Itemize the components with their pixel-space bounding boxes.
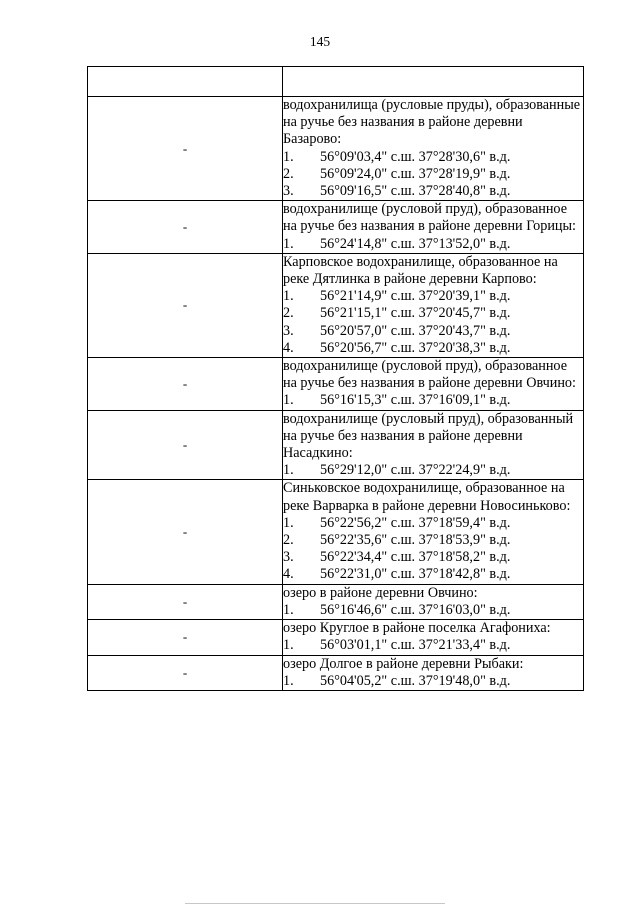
table-row [88, 410, 584, 480]
row-mark: - [88, 620, 283, 655]
coordinate-number: 1. [283, 462, 294, 479]
table-row [88, 655, 584, 690]
coordinate-line [283, 305, 583, 322]
water-body-description: озеро Круглое в районе поселка Агафониха: [283, 620, 551, 637]
row-mark: - [88, 584, 283, 619]
coordinate-number: 2. [283, 165, 294, 182]
row-description-cell [283, 480, 584, 584]
row-description-cell [283, 620, 584, 655]
coordinate-number: 4. [283, 566, 294, 583]
coordinate-line [283, 166, 583, 183]
coordinate-line [283, 637, 583, 654]
row-description-cell [283, 201, 584, 254]
coordinate-number: 1. [283, 392, 294, 409]
coordinate-number: 1. [283, 601, 294, 618]
coordinate-number: 4. [283, 339, 294, 356]
coordinate-value: 56°20'57,0" с.ш. 37°20'43,7" в.д. [320, 322, 511, 339]
coordinate-line [283, 288, 583, 305]
coordinate-number: 1. [283, 514, 294, 531]
coordinate-value: 56°09'03,4" с.ш. 37°28'30,6" в.д. [320, 148, 511, 165]
coordinate-line [283, 549, 583, 566]
coordinate-line [283, 566, 583, 583]
coordinate-line [283, 602, 583, 619]
coordinate-number: 2. [283, 305, 294, 322]
water-body-description: Карповское водохранилище, образованное на реке Дятлинка в районе деревни Карпово: [283, 253, 558, 288]
row-mark: - [88, 480, 283, 584]
row-mark: - [88, 97, 283, 201]
coordinate-value: 56°04'05,2" с.ш. 37°19'48,0" в.д. [320, 672, 511, 689]
scan-edge-line [185, 903, 445, 904]
coordinate-line [283, 149, 583, 166]
coordinate-number: 3. [283, 322, 294, 339]
header-cell-2 [283, 67, 584, 97]
row-description-cell [283, 97, 584, 201]
coordinate-value: 56°22'56,2" с.ш. 37°18'59,4" в.д. [320, 514, 511, 531]
coordinate-number: 1. [283, 148, 294, 165]
coordinate-line [283, 673, 583, 690]
table-row [88, 480, 584, 584]
row-description-cell [283, 253, 584, 357]
coordinate-value: 56°09'24,0" с.ш. 37°28'19,9" в.д. [320, 165, 511, 182]
water-body-description: озеро в районе деревни Овчино: [283, 584, 478, 601]
water-body-description: водохранилище (русловой пруд), образованное на ручье без названия в районе деревни Овчино: [283, 358, 576, 392]
coordinate-number: 1. [283, 288, 294, 305]
row-description-cell [283, 410, 584, 480]
coordinate-value: 56°24'14,8" с.ш. 37°13'52,0" в.д. [320, 235, 511, 252]
row-mark: - [88, 201, 283, 254]
coordinate-number: 2. [283, 532, 294, 549]
coordinate-line [283, 392, 583, 409]
coordinate-value: 56°21'14,9" с.ш. 37°20'39,1" в.д. [320, 288, 511, 305]
coordinate-value: 56°21'15,1" с.ш. 37°20'45,7" в.д. [320, 305, 511, 322]
coordinate-line [283, 532, 583, 549]
table-row [88, 201, 584, 254]
row-mark: - [88, 253, 283, 357]
coordinate-line [283, 236, 583, 253]
page-number: 145 [309, 34, 331, 49]
table-row [88, 620, 584, 655]
table-row [88, 584, 584, 619]
header-cell-1 [88, 67, 283, 97]
row-mark: - [88, 358, 283, 411]
coordinate-number: 1. [283, 235, 294, 252]
table-body [88, 67, 584, 691]
coordinate-value: 56°22'31,0" с.ш. 37°18'42,8" в.д. [320, 566, 511, 583]
table-row [88, 97, 584, 201]
row-description-cell [283, 655, 584, 690]
table-row [88, 358, 584, 411]
coordinate-number: 3. [283, 183, 294, 200]
coordinate-line [283, 515, 583, 532]
water-body-description: озеро Долгое в районе деревни Рыбаки: [283, 655, 524, 672]
coordinate-value: 56°03'01,1" с.ш. 37°21'33,4" в.д. [320, 637, 511, 654]
coordinate-value: 56°16'15,3" с.ш. 37°16'09,1" в.д. [320, 392, 511, 409]
coordinate-line [283, 183, 583, 200]
coordinate-number: 3. [283, 549, 294, 566]
coordinate-value: 56°22'35,6" с.ш. 37°18'53,9" в.д. [320, 532, 511, 549]
coordinate-value: 56°16'46,6" с.ш. 37°16'03,0" в.д. [320, 601, 511, 618]
coordinate-value: 56°20'56,7" с.ш. 37°20'38,3" в.д. [320, 339, 511, 356]
coordinate-value: 56°29'12,0" с.ш. 37°22'24,9" в.д. [320, 462, 511, 479]
row-description-cell [283, 584, 584, 619]
coordinate-number: 1. [283, 637, 294, 654]
row-description-cell [283, 358, 584, 411]
row-mark: - [88, 410, 283, 480]
row-mark: - [88, 655, 283, 690]
water-body-description: водохранилище (русловый пруд), образованный на ручье без названия в районе деревни Насадкино: [283, 410, 574, 462]
coordinate-line [283, 323, 583, 340]
coordinate-value: 56°09'16,5" с.ш. 37°28'40,8" в.д. [320, 183, 511, 200]
table-header-row [88, 67, 584, 97]
coordinate-line [283, 340, 583, 357]
water-body-description: водохранилище (русловой пруд), образованное на ручье без названия в районе деревни Горицы: [283, 201, 576, 235]
reservoir-table [87, 66, 584, 691]
water-body-description: Синьковское водохранилище, образованное на реке Варварка в районе деревни Новосиньково: [283, 480, 571, 514]
coordinate-line [283, 462, 583, 479]
table-row [88, 253, 584, 357]
coordinate-number: 1. [283, 672, 294, 689]
water-body-description: водохранилища (русловые пруды), образованные на ручье без названия в районе деревни Базарово: [283, 97, 581, 148]
coordinate-value: 56°22'34,4" с.ш. 37°18'58,2" в.д. [320, 549, 511, 566]
